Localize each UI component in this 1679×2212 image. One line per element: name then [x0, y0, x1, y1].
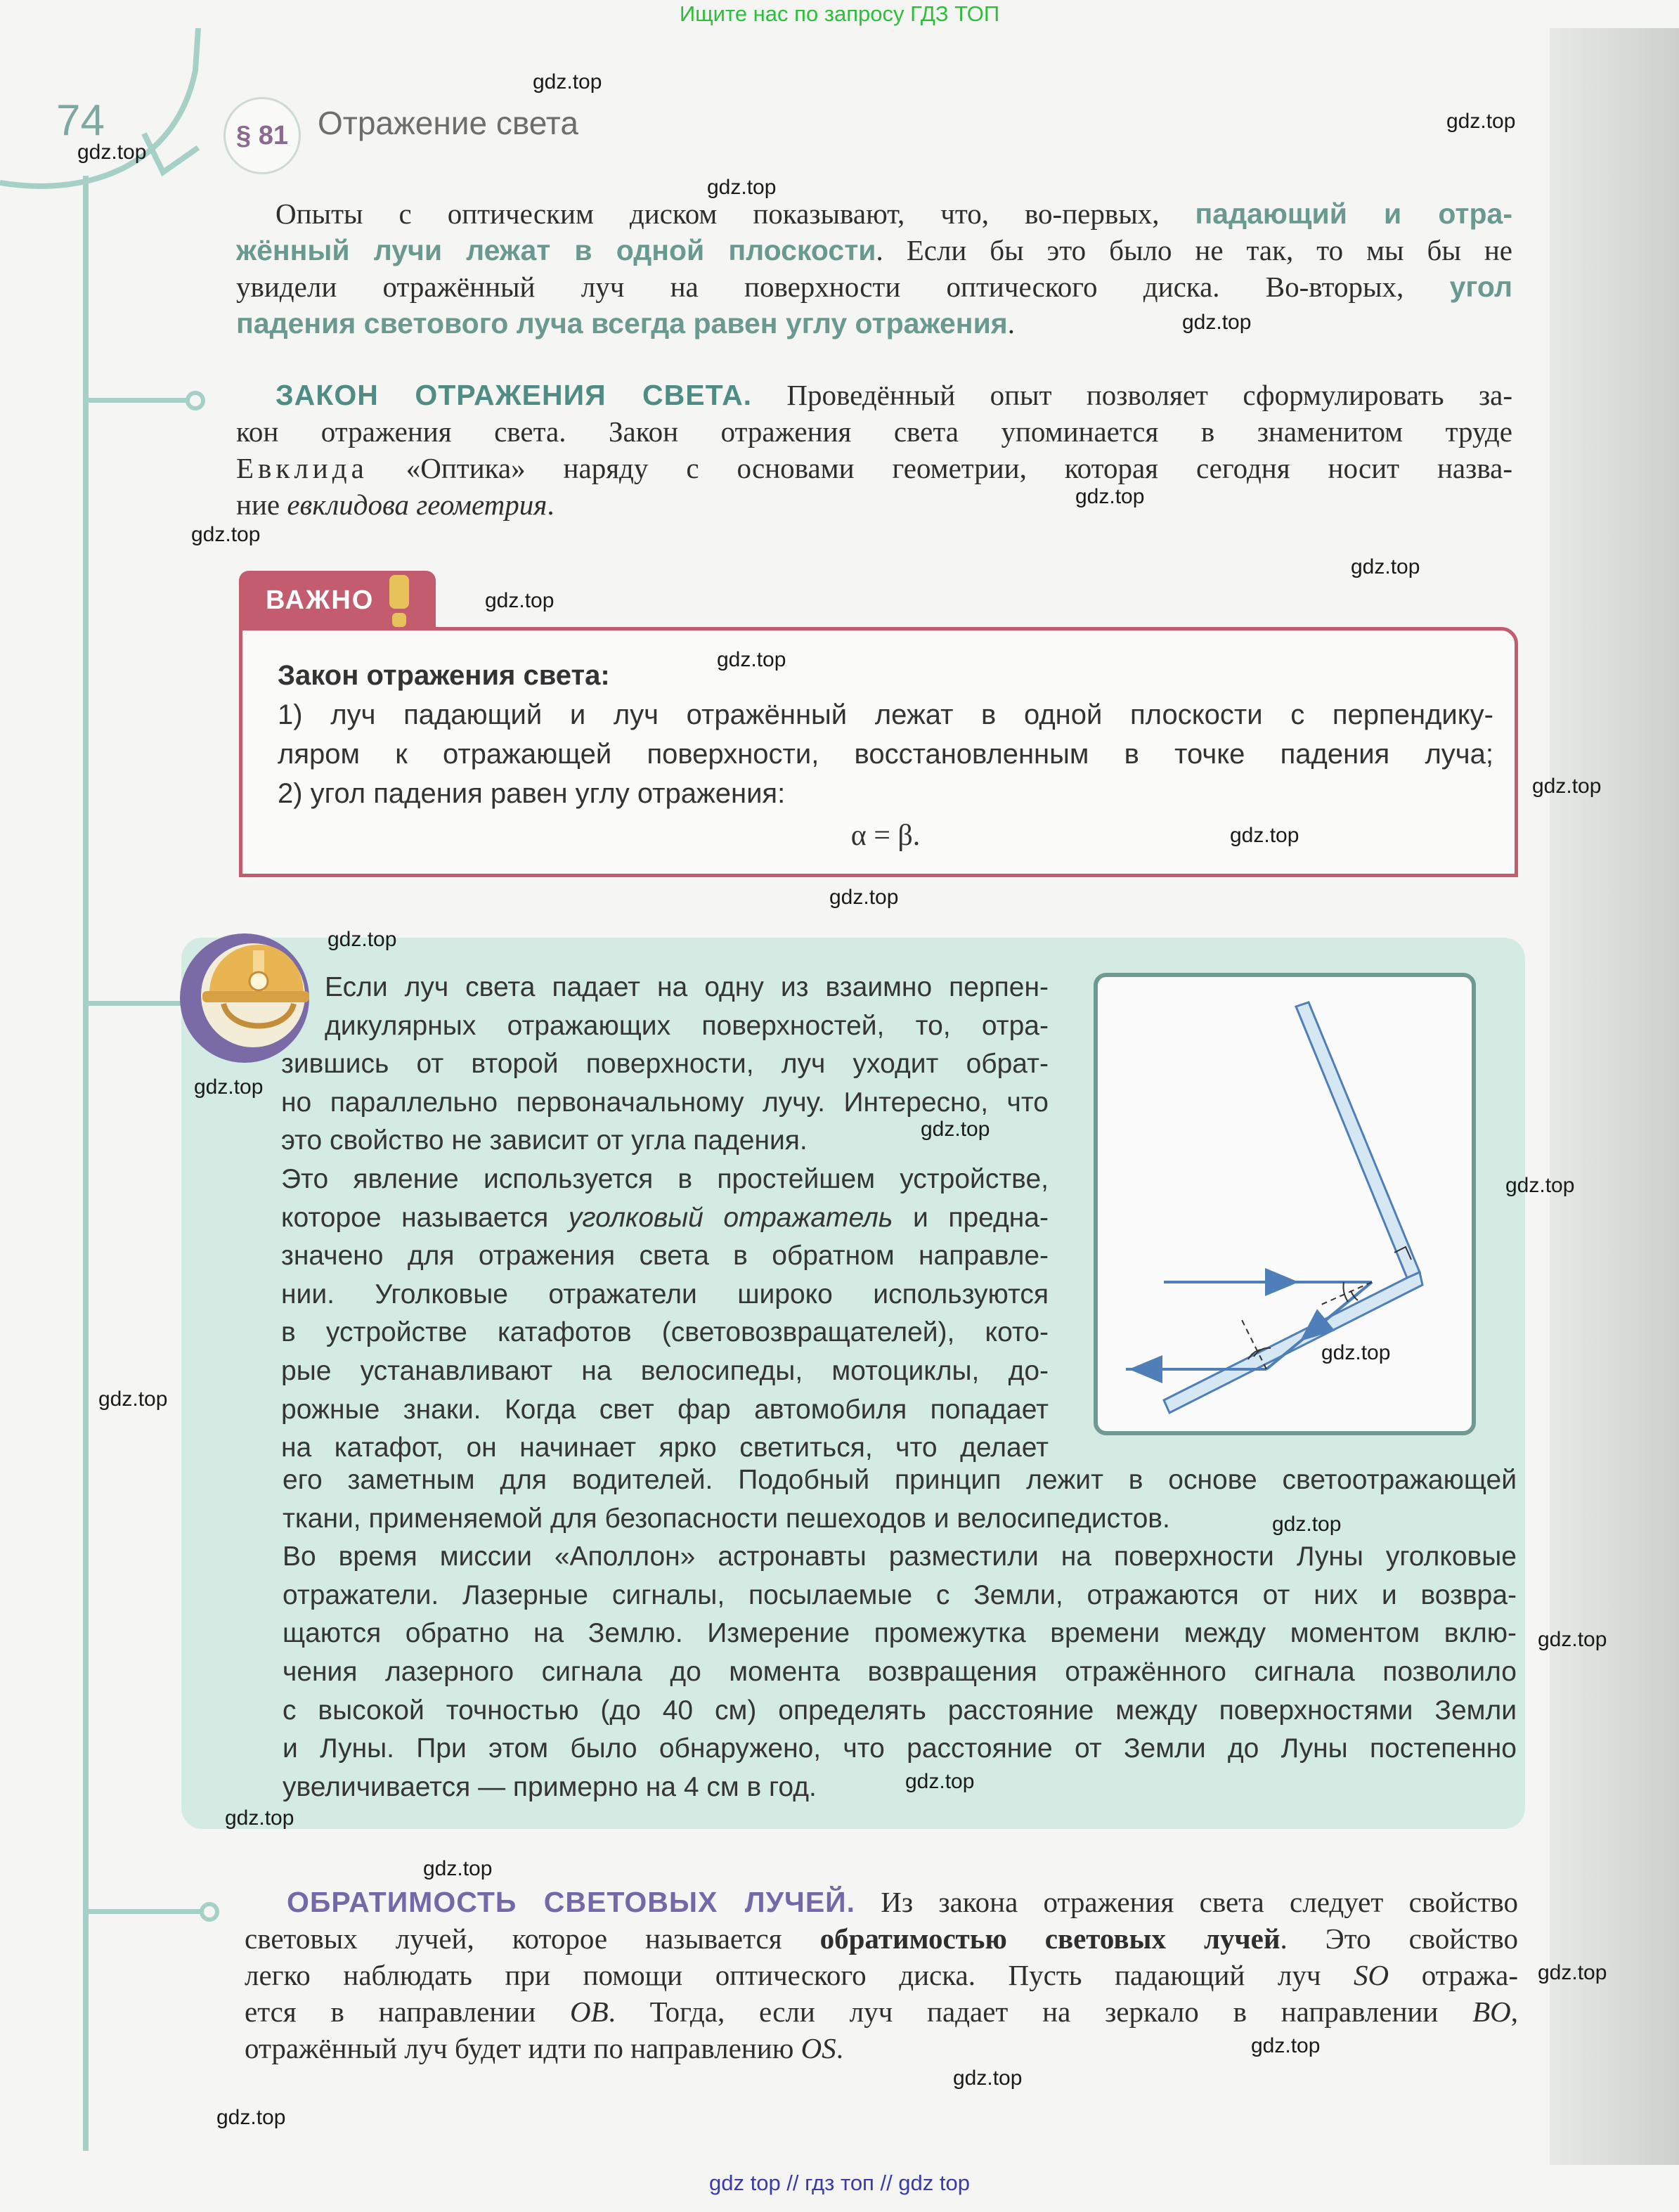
- watermark: gdz.top: [1532, 775, 1602, 798]
- watermark: gdz.top: [533, 70, 602, 93]
- reversibility-text: Из закона отражения света следует свойство: [855, 1886, 1518, 1918]
- timeline-branch: [83, 1909, 202, 1914]
- intro-highlight: падающий и отра-: [1195, 198, 1512, 230]
- watermark: gdz.top: [485, 589, 555, 612]
- law-paragraph: [236, 377, 1512, 523]
- reversibility-heading: ОБРАТИМОСТЬ СВЕТОВЫХ ЛУЧЕЙ.: [287, 1886, 856, 1918]
- top-banner[interactable]: Ищите нас по запросу ГДЗ ТОП: [679, 1, 1000, 26]
- info-line: ткани, применяемой для безопасности пешеходов и велосипедистов.: [283, 1503, 1170, 1534]
- intro-text: .: [1007, 307, 1015, 339]
- watermark: gdz.top: [1251, 2034, 1321, 2057]
- watermark: gdz.top: [1538, 1961, 1607, 1984]
- important-line: 2) угол падения равен углу отражения:: [278, 778, 786, 809]
- info-line: Если луч света падает на одну из взаимно перпен-: [325, 972, 1049, 1002]
- reversibility-text: легко наблюдать при помощи оптического диска. Пусть падающий луч: [245, 1959, 1354, 1991]
- intro-text: . Если бы это было не так, то мы бы не: [876, 234, 1513, 266]
- watermark: gdz.top: [328, 928, 397, 951]
- law-text: Проведённый опыт позволяет сформулировать за-: [752, 379, 1512, 411]
- info-line: Во время миссии «Аполлон» астронавты разместили на поверхности Луны уголковые: [283, 1541, 1517, 1572]
- important-line: ляром к отражающей поверхности, восстановленным в точке падения луча;: [278, 739, 1493, 770]
- info-text: которое называется: [281, 1202, 569, 1233]
- law-term: евклидова геометрия: [287, 489, 547, 521]
- info-line: но параллельно первоначальному лучу. Интересно, что: [281, 1087, 1049, 1118]
- ray-label: OB: [569, 1996, 609, 2028]
- law-text: кон отражения света. Закон отражения света упоминается в знаменитом труде: [236, 415, 1512, 448]
- watermark: gdz.top: [77, 141, 147, 164]
- timeline-node: [186, 391, 205, 410]
- info-line: значено для отражения света в обратном направле-: [281, 1241, 1049, 1272]
- important-formula: α = β.: [850, 820, 921, 852]
- ray-label: BO: [1472, 1996, 1511, 2028]
- watermark: gdz.top: [1351, 555, 1420, 578]
- info-line: рые устанавливают на велосипеды, мотоциклы, до-: [281, 1355, 1049, 1386]
- important-title: Закон отражения света:: [278, 660, 610, 691]
- reversibility-paragraph: [245, 1884, 1518, 2067]
- reversibility-text: ,: [1510, 1996, 1518, 2028]
- info-line: щаются обратно на Землю. Измерение промежутка времени между моментом вклю-: [283, 1618, 1517, 1649]
- info-line: чения лазерного сигнала до момента возвращения отражённого сигнала позволило: [283, 1656, 1517, 1687]
- reversibility-text: ется в направлении: [245, 1996, 570, 2028]
- watermark: gdz.top: [98, 1388, 168, 1411]
- watermark: gdz.top: [1075, 485, 1145, 508]
- info-text-top: [281, 969, 1049, 1468]
- important-line: 1) луч падающий и луч отражённый лежат в одной плоскости с перпендику-: [278, 699, 1493, 730]
- watermark: gdz.top: [1230, 824, 1299, 847]
- important-tab: [239, 571, 436, 630]
- reversibility-text: . Это свойство: [1280, 1922, 1518, 1955]
- law-text: ние: [236, 489, 287, 521]
- info-term: уголковый отражатель: [568, 1202, 893, 1233]
- exclamation-icon: [385, 572, 413, 628]
- corner-reflector-diagram: [1098, 977, 1472, 1431]
- watermark: gdz.top: [905, 1770, 975, 1793]
- info-line: его заметным для водителей. Подобный принцип лежит в основе светоотражающей: [283, 1465, 1517, 1495]
- info-line: с высокой точностью (до 40 см) определять расстояние между поверхностями Земли: [283, 1695, 1517, 1726]
- margin-curve: [0, 28, 232, 197]
- watermark: gdz.top: [225, 1806, 294, 1830]
- watermark: gdz.top: [194, 1075, 264, 1099]
- info-line: это свойство не зависит от угла падения.: [281, 1125, 808, 1156]
- timeline-node: [200, 1902, 219, 1922]
- law-text: .: [547, 489, 555, 521]
- watermark: gdz.top: [707, 176, 777, 199]
- info-line: рожные знаки. Когда свет фар автомобиля попадает: [281, 1394, 1049, 1425]
- reversibility-text: отражённый луч будет идти по направлению: [245, 2032, 801, 2064]
- law-heading: ЗАКОН ОТРАЖЕНИЯ СВЕТА.: [275, 379, 753, 411]
- watermark: gdz.top: [1321, 1341, 1391, 1364]
- page-edge-shadow: [1550, 28, 1679, 2165]
- reversibility-text: .: [836, 2032, 843, 2064]
- intro-text: увидели отражённый луч на поверхности оптического диска. Во-вторых,: [236, 271, 1450, 303]
- author-name: Евклида: [236, 452, 368, 484]
- law-text: «Оптика» наряду с основами геометрии, которая сегодня носит назва-: [368, 452, 1512, 484]
- watermark: gdz.top: [953, 2067, 1023, 2090]
- intro-text: Опыты с оптическим диском показывают, что, во-первых,: [275, 198, 1195, 230]
- watermark: gdz.top: [1446, 110, 1516, 133]
- timeline-branch: [83, 1001, 188, 1006]
- margin-timeline: [83, 176, 89, 2151]
- intro-highlight: жённый лучи лежат в одной плоскости: [236, 234, 876, 266]
- watermark: gdz.top: [921, 1118, 990, 1141]
- reversibility-text: световых лучей, которое называется: [245, 1922, 820, 1955]
- info-text: и предна-: [893, 1202, 1049, 1233]
- important-label: ВАЖНО: [266, 585, 375, 615]
- watermark: gdz.top: [1538, 1628, 1607, 1651]
- intro-highlight: угол: [1449, 271, 1512, 303]
- reversibility-term: обратимостью световых лучей: [819, 1922, 1281, 1955]
- watermark: gdz.top: [1505, 1174, 1575, 1197]
- info-line: в устройстве катафотов (световозвращателей), кото-: [281, 1317, 1049, 1348]
- watermark: gdz.top: [216, 2106, 286, 2129]
- bottom-banner[interactable]: gdz top // гдз топ // gdz top: [709, 2171, 970, 2195]
- timeline-branch: [83, 398, 188, 403]
- watermark: gdz.top: [717, 648, 786, 671]
- intro-paragraph: [236, 195, 1512, 342]
- intro-highlight: падения светового луча всегда равен углу отражения: [236, 307, 1008, 339]
- info-line: на катафот, он начинает ярко светиться, что делает: [281, 1432, 1049, 1463]
- section-badge: § 81: [223, 97, 301, 174]
- ray-label: OS: [800, 2032, 836, 2064]
- info-line: и Луны. При этом было обнаружено, что расстояние от Земли до Луны постепенно: [283, 1733, 1517, 1764]
- info-line: увеличивается — примерно на 4 см в год.: [283, 1771, 817, 1802]
- section-title: Отражение света: [318, 105, 578, 141]
- watermark: gdz.top: [1272, 1513, 1342, 1536]
- info-line: Это явление используется в простейшем устройстве,: [281, 1163, 1049, 1194]
- info-line: нии. Уголковые отражатели широко используются: [281, 1279, 1049, 1309]
- important-box: [239, 627, 1518, 877]
- watermark: gdz.top: [191, 523, 261, 546]
- watermark: gdz.top: [1182, 311, 1252, 334]
- watermark: gdz.top: [829, 886, 899, 909]
- info-line: отражатели. Лазерные сигналы, посылаемые с Земли, отражаются от них и возвра-: [283, 1579, 1517, 1610]
- page-number: 74: [56, 96, 105, 145]
- ray-label: SO: [1354, 1959, 1389, 1991]
- info-line: дикулярных отражающих поверхностей, то, отра-: [325, 1010, 1049, 1041]
- watermark: gdz.top: [423, 1857, 493, 1880]
- info-line: зившись от второй поверхности, луч уходит обрат-: [281, 1049, 1049, 1080]
- corner-reflector-figure: [1094, 973, 1476, 1435]
- reversibility-text: . Тогда, если луч падает на зеркало в направлении: [608, 1996, 1473, 2028]
- reversibility-text: отража-: [1389, 1959, 1518, 1991]
